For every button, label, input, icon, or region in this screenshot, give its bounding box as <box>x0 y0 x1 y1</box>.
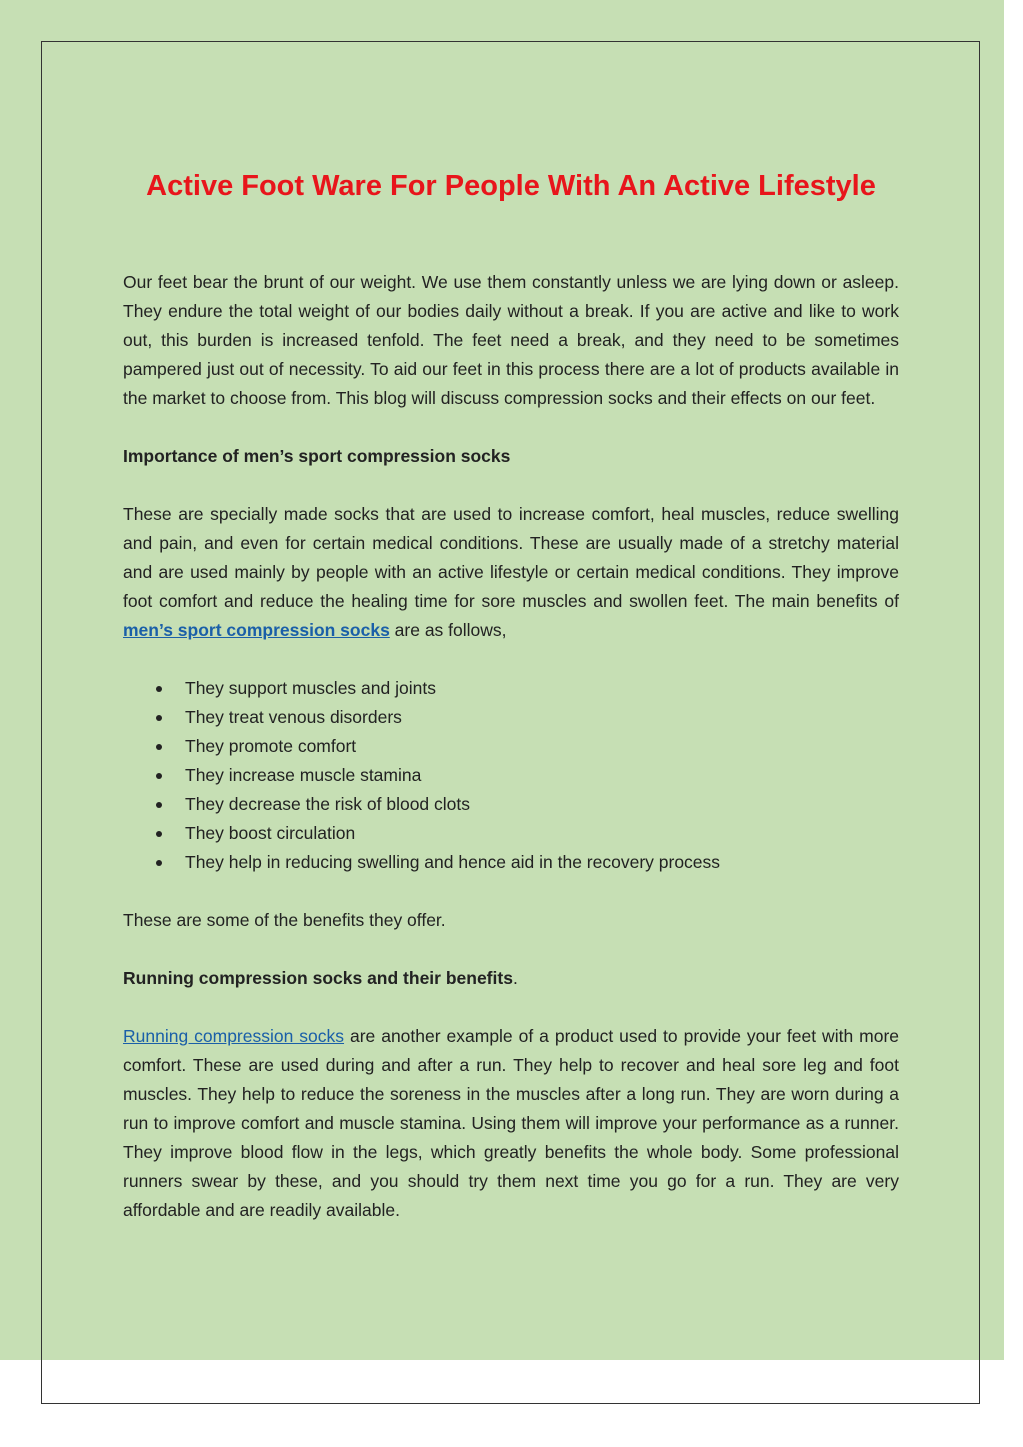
article-content <box>123 160 899 1225</box>
list-item <box>123 761 899 790</box>
list-item <box>123 732 899 761</box>
list-item <box>123 703 899 732</box>
section1-text-before-link: These are specially made socks that are used to increase comfort, heal muscles, reduce swelling and pain, and even for certain medical conditions. These are usually made of a stretchy material and are used mainly by people with an active lifestyle or certain medical conditions. They improve foot comfort and reduce the healing time for sore muscles and swollen feet. The main benefits of <box>123 504 899 611</box>
section2-text-after-link: are another example of a product used to provide your feet with more comfort. These are used during and after a run. They help to recover and heal sore leg and foot muscles. They help to reduce the soreness in the muscles after a long run. They are worn during a run to improve comfort and muscle stamina. Using them will improve your performance as a runner. They improve blood flow in the legs, which greatly benefits the whole body. Some professional runners swear by these, and you should try them next time you go for a run. They are very affordable and are readily available. <box>123 1026 900 1220</box>
running-compression-socks-link[interactable]: Running compression socks <box>123 1026 345 1046</box>
list-item-text: They increase muscle stamina <box>185 765 422 785</box>
list-item <box>123 848 899 877</box>
intro-paragraph: Our feet bear the brunt of our weight. We use them constantly unless we are lying down or asleep. They endure the total weight of our bodies daily without a break. If you are active and like to work out, this burden is increased tenfold. The feet need a break, and they need to be sometimes pampered just out of necessity. To aid our feet in this process there are a lot of products available in the market to choose from. This blog will discuss compression socks and their effects on our feet. <box>123 272 899 408</box>
section2-heading-punctuation: . <box>512 968 518 988</box>
bullet-icon <box>156 686 162 692</box>
list-item-text: They promote comfort <box>185 736 357 756</box>
bullet-icon <box>156 831 162 837</box>
bullet-icon <box>156 744 162 750</box>
list-item-text: They decrease the risk of blood clots <box>185 794 471 814</box>
bullet-icon <box>156 860 162 866</box>
bullet-icon <box>156 802 162 808</box>
section1-text-after-link: are as follows, <box>389 620 507 640</box>
section1-paragraph <box>123 500 899 645</box>
section2-heading: Running compression socks and their benefits <box>123 968 513 988</box>
bullet-icon <box>156 773 162 779</box>
list-item <box>123 674 899 703</box>
list-item <box>123 790 899 819</box>
section1-closing: These are some of the benefits they offer. <box>123 910 446 930</box>
list-item-text: They support muscles and joints <box>185 678 436 698</box>
mens-sport-compression-socks-link[interactable]: men’s sport compression socks <box>123 620 390 640</box>
section2-paragraph <box>123 1022 899 1225</box>
list-item-text: They help in reducing swelling and hence aid in the recovery process <box>185 852 721 872</box>
list-item <box>123 819 899 848</box>
list-item-text: They boost circulation <box>185 823 356 843</box>
list-item-text: They treat venous disorders <box>185 707 402 727</box>
section1-heading: Importance of men’s sport compression socks <box>123 446 511 466</box>
section2-heading-line <box>123 964 899 993</box>
article-title: Active Foot Ware For People With An Active Lifestyle <box>146 170 876 202</box>
bullet-icon <box>156 715 162 721</box>
benefits-list <box>123 674 899 877</box>
